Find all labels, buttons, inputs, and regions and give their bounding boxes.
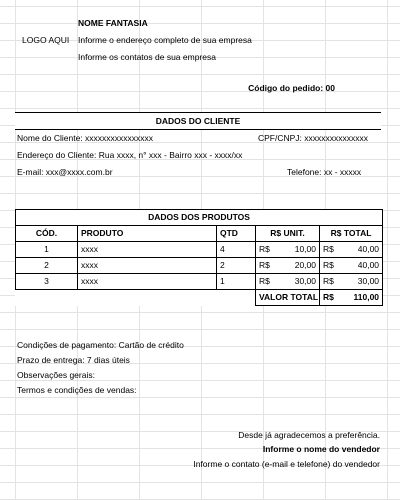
company-name: NOME FANTASIA (78, 18, 148, 28)
client-email: E-mail: xxx@xxxx.com.br (17, 167, 113, 177)
row-produto: xxxx (78, 242, 217, 258)
client-cpf: CPF/CNPJ: xxxxxxxxxxxxxxx (258, 133, 369, 143)
products-section-title: DADOS DOS PRODUTOS (16, 210, 383, 226)
row-qtd: 4 (217, 242, 256, 258)
col-header-unit: R$ UNIT. (256, 226, 320, 242)
currency-symbol: R$ (323, 260, 334, 270)
unit-price: 30,00 (294, 276, 316, 286)
table-header-row (16, 226, 383, 242)
client-phone: Telefone: xx - xxxxx (287, 167, 362, 177)
row-total (320, 274, 383, 290)
row-total (320, 242, 383, 258)
total-row (16, 290, 383, 306)
row-total (320, 258, 383, 274)
currency-symbol: R$ (323, 244, 334, 254)
products-table (15, 209, 383, 306)
table-row (16, 258, 383, 274)
company-contacts: Informe os contatos de sua empresa (78, 52, 216, 62)
sales-terms: Termos e condições de vendas: (17, 385, 137, 395)
client-section-title: DADOS DO CLIENTE (15, 112, 381, 130)
col-header-produto: PRODUTO (78, 226, 217, 242)
table-row (16, 242, 383, 258)
delivery-time: Prazo de entrega: 7 dias úteis (17, 355, 130, 365)
total-label: VALOR TOTAL (256, 290, 320, 306)
company-address: Informe o endereço completo de sua empresa (78, 35, 252, 45)
unit-price: 20,00 (294, 260, 316, 270)
seller-contact: Informe o contato (e-mail e telefone) do vendedor (193, 459, 380, 469)
total-value-cell (320, 290, 383, 306)
currency-symbol: R$ (259, 260, 270, 270)
payment-conditions: Condições de pagamento: Cartão de crédito (17, 340, 184, 350)
order-code: Código do pedido: 00 (248, 83, 335, 93)
total-value: 110,00 (353, 292, 380, 302)
row-cod: 1 (16, 242, 78, 258)
line-total: 40,00 (357, 260, 380, 270)
col-header-qtd: QTD (217, 226, 256, 242)
currency-symbol: R$ (259, 276, 270, 286)
seller-name: Informe o nome do vendedor (262, 444, 380, 454)
row-unit (256, 242, 320, 258)
thanks-message: Desde já agradecemos a preferência. (238, 430, 380, 440)
client-name: Nome do Cliente: xxxxxxxxxxxxxxxx (17, 133, 154, 143)
col-header-cod: CÓD. (16, 226, 78, 242)
line-total: 40,00 (357, 244, 380, 254)
currency-symbol: R$ (323, 276, 334, 286)
currency-symbol: R$ (259, 244, 270, 254)
line-total: 30,00 (357, 276, 380, 286)
row-produto: xxxx (78, 274, 217, 290)
row-cod: 3 (16, 274, 78, 290)
logo-placeholder: LOGO AQUI (22, 35, 70, 45)
col-header-total: R$ TOTAL (320, 226, 383, 242)
row-produto: xxxx (78, 258, 217, 274)
client-address: Endereço do Cliente: Rua xxxx, n° xxx - Bairro xxx - xxxx/xx (17, 150, 243, 160)
row-cod: 2 (16, 258, 78, 274)
table-row (16, 274, 383, 290)
row-qtd: 1 (217, 274, 256, 290)
row-unit (256, 258, 320, 274)
row-qtd: 2 (217, 258, 256, 274)
row-unit (256, 274, 320, 290)
general-notes: Observações gerais: (17, 370, 95, 380)
currency-symbol: R$ (323, 292, 334, 302)
unit-price: 10,00 (294, 244, 316, 254)
